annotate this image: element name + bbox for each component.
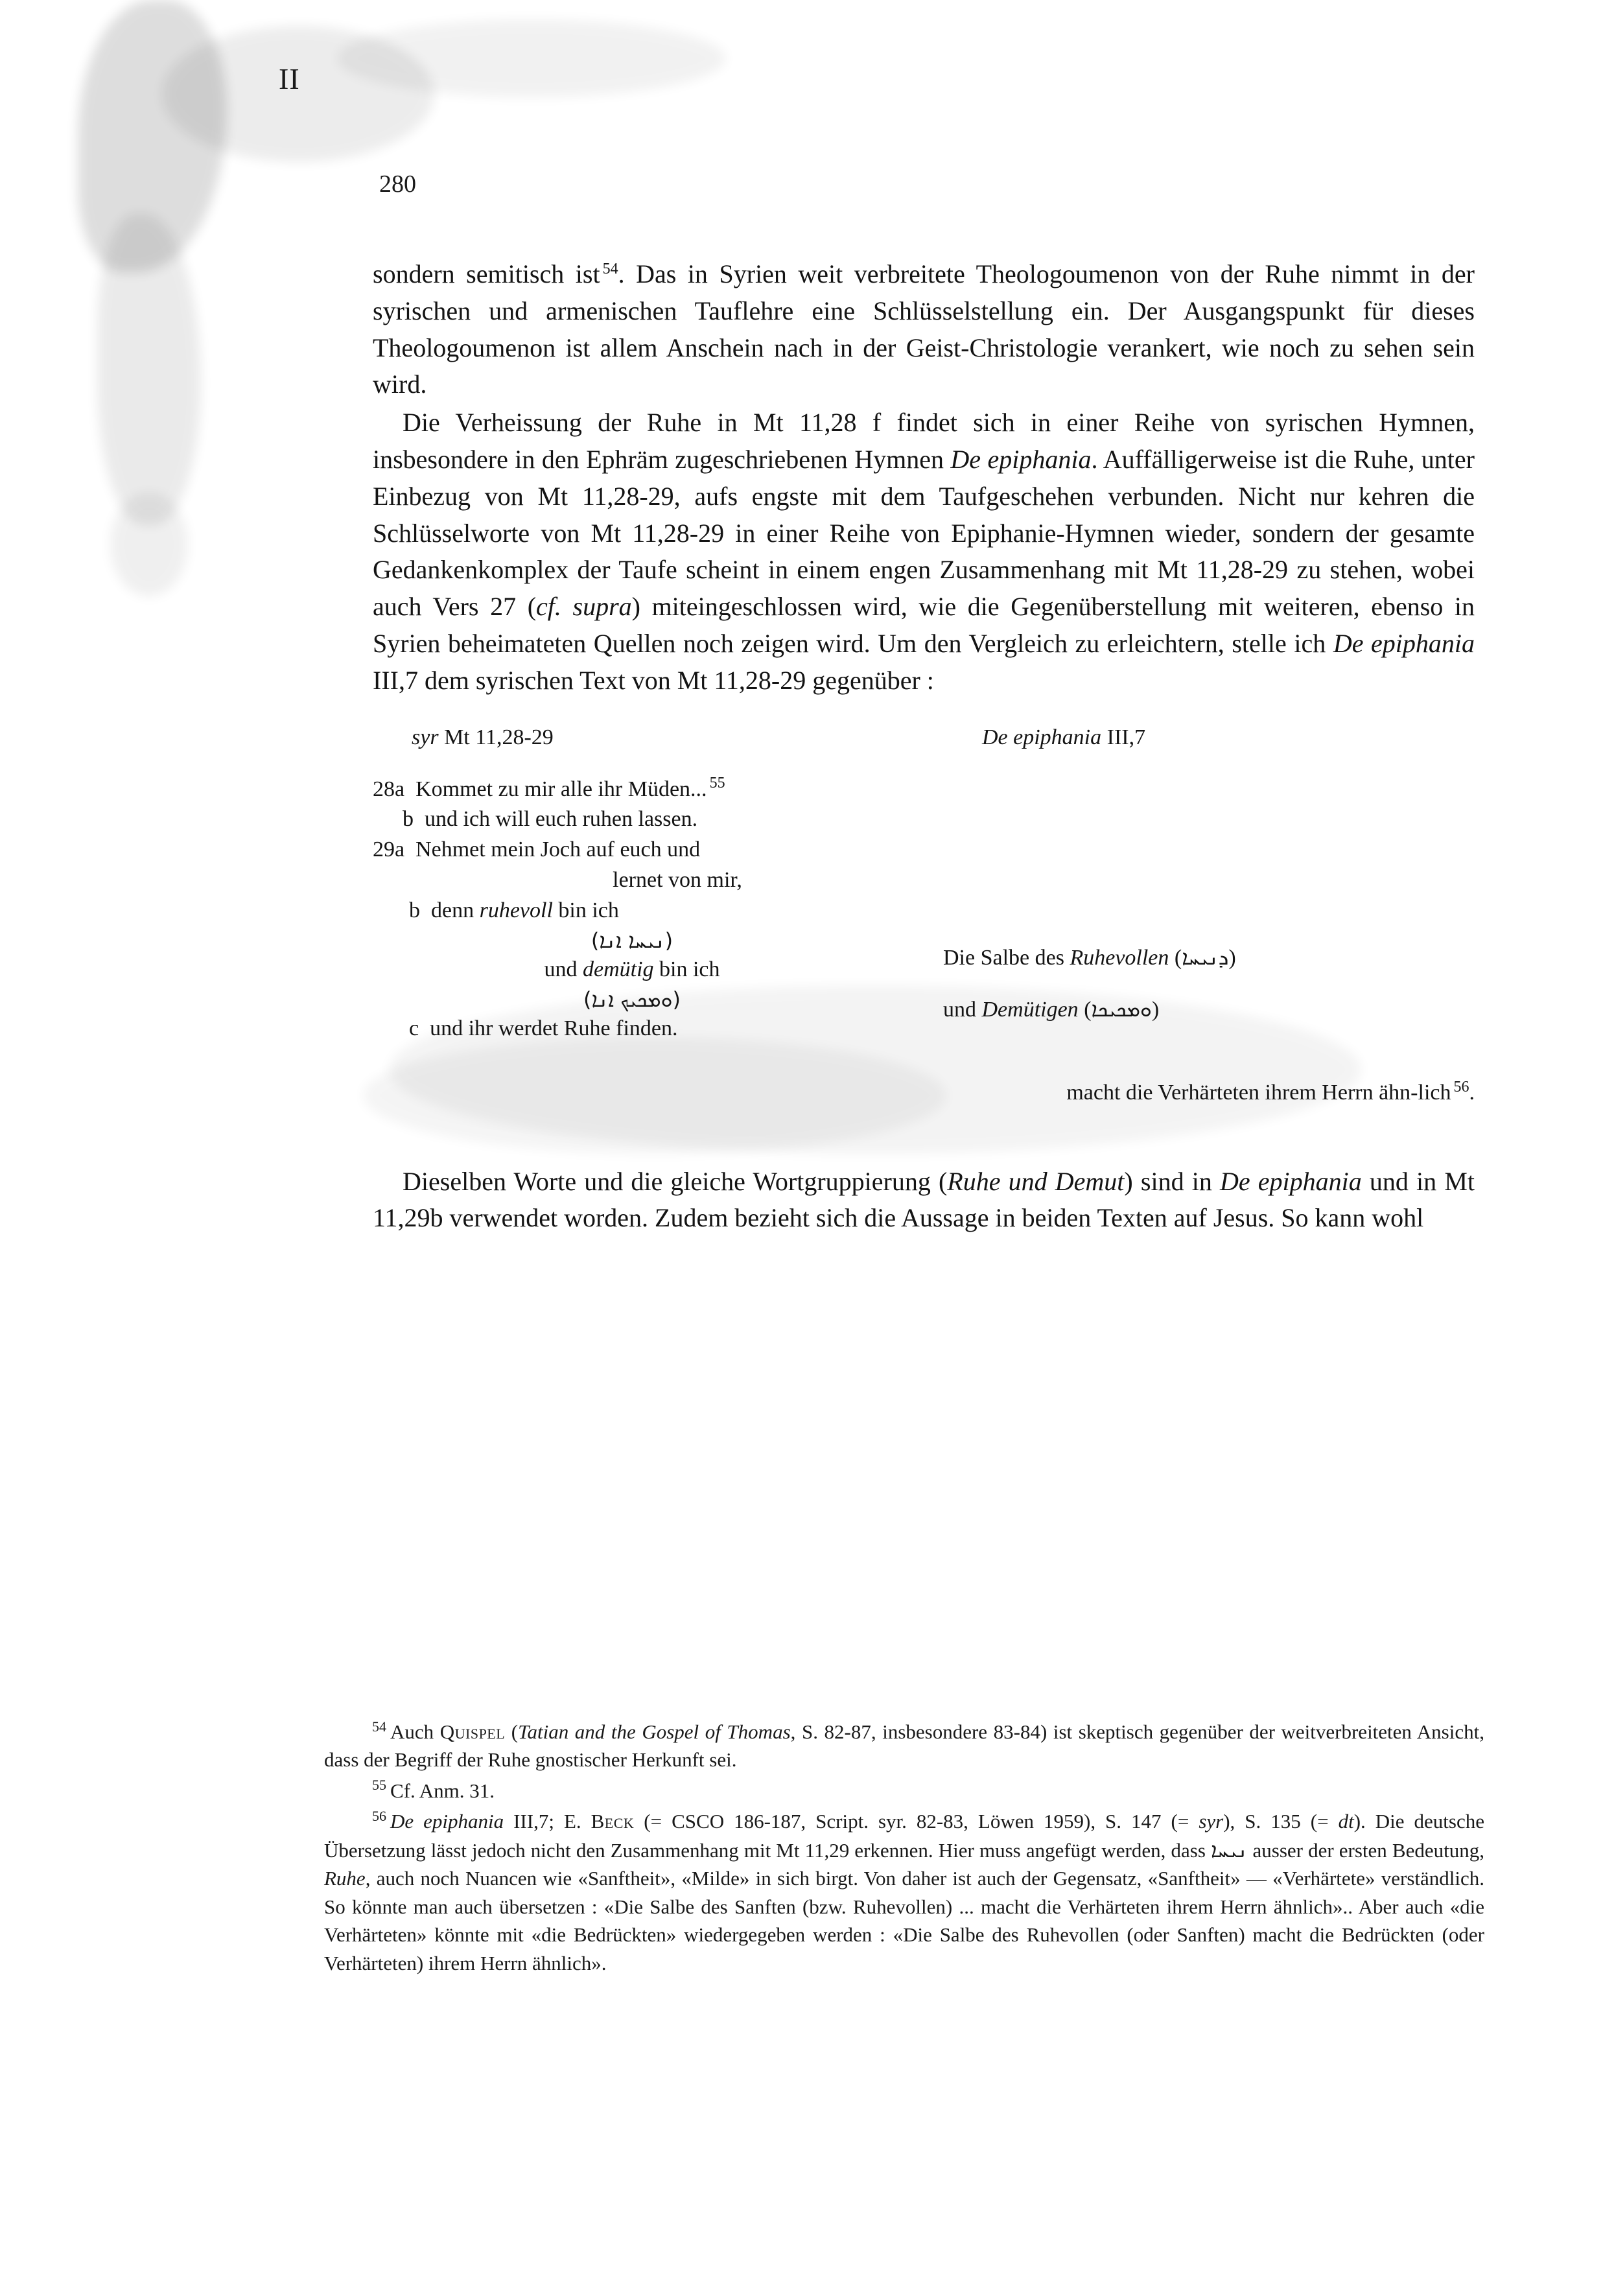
paragraph-2 — [373, 404, 1475, 699]
footnote-seg: , auch noch Nuancen wie «Sanftheit», «Milde» in sich birgt. Von daher ist auch der Gegensatz, «Sanftheit» — «Verhärtete» verständlich. So könnte man auch übersetzen : «Die Salbe des Sanften (bzw. Ruhevollen) ... macht die Verhärteten ihrem Herrn ähnlich».. Aber auch «die Verhärteten» könnte mit «die Bedrückten» wiedergegeben werden : «Die Salbe des Ruhevollen (oder Sanften) macht die Bedrückten (oder Verhärteten) ihrem Herrn ähnlich». — [324, 1867, 1484, 1974]
footnote-seg-smallcaps: Quispel — [439, 1720, 506, 1743]
footnote-seg-italic: Tatian and the Gospel of Thomas — [518, 1720, 791, 1743]
verse-text: und ich will euch ruhen lassen. — [425, 807, 698, 832]
scan-smudge — [337, 19, 726, 97]
paragraph-1 — [373, 256, 1475, 403]
paragraph-2-i2: cf. supra — [536, 592, 632, 622]
syriac-inline: ܘܡܟܝܟܐ — [1091, 997, 1152, 1022]
parallel-headings — [373, 723, 1475, 753]
verse-label: c — [409, 1016, 419, 1041]
footnote-seg: ). Die deutsche Übersetzung lässt jedoch nicht den Zusammenhang mit Mt 11,29 erkennen. Hier muss angefügt werden, dass — [324, 1810, 1484, 1862]
verse-line — [373, 775, 891, 805]
right-line — [943, 943, 1475, 974]
footnote-seg: ), S. 135 (= — [1223, 1810, 1339, 1833]
footnote-seg: ausser der ersten Bedeutung, — [1247, 1838, 1484, 1862]
right-text-pre: Die Salbe des — [943, 945, 1070, 970]
footnote-55 — [324, 1777, 1484, 1805]
paragraph-3-t2: ) sind in — [1124, 1166, 1220, 1196]
left-column-heading — [412, 723, 865, 753]
scan-smudge — [78, 0, 227, 272]
footnote-seg-italic: Ruhe — [324, 1867, 366, 1890]
verse-line — [373, 835, 891, 865]
verse-line — [373, 955, 891, 985]
right-line — [943, 995, 1475, 1025]
verse-line — [373, 804, 891, 835]
verse-text: und ihr werdet Ruhe finden. — [430, 1016, 678, 1041]
paragraph-3-t3: und in Mt 11,29b verwendet worden. Zudem bezieht sich die Aussage in beiden Texten auf Jesus. So kann wohl — [373, 1166, 1475, 1233]
footnote-seg: , S. 82-87, insbesondere 83-84) ist skeptisch gegenüber der weitverbreiteten Ansicht, dass der Begriff der Ruhe gnostischer Herkunft sei. — [324, 1720, 1484, 1772]
page-body — [373, 256, 1475, 1237]
paragraph-1-text-b: . Das in Syrien weit verbreitete Theologoumenon von der Ruhe nimmt in der syrischen und armenischen Tauflehre eine Schlüsselstellung ein. Der Ausgangspunkt für dieses Theologoumenon ist allem Anschein nach in der Geist-Christologie verankert, wie noch zu sehen sein wird. — [373, 259, 1475, 399]
footnotes-block — [324, 1718, 1484, 1980]
verse-line — [373, 1014, 891, 1044]
right-text-post: ( — [1078, 998, 1092, 1022]
paragraph-2-i1: De epiphania — [950, 444, 1092, 474]
footnote-ref-55: 55 — [709, 775, 725, 792]
verse-text-post: bin ich — [653, 957, 720, 982]
verse-label: b — [403, 807, 414, 832]
footnote-seg-italic: syr — [1199, 1810, 1224, 1833]
paragraph-2-i3: De epiphania — [1333, 628, 1475, 658]
right-text-end: ) — [1228, 945, 1236, 970]
right-italic: Ruhevollen — [1070, 945, 1169, 970]
syriac-inline: ܕܢܝܚܐ — [1182, 944, 1229, 970]
right-column-heading — [982, 723, 1475, 753]
right-text-pre: und — [943, 998, 982, 1022]
right-text-end: ) — [1151, 998, 1160, 1022]
verse-line — [373, 896, 891, 926]
footnote-number: 56 — [372, 1807, 386, 1824]
footnote-seg: (= CSCO 186-187, Script. syr. 82-83, Löwen 1959), S. 147 (= — [634, 1810, 1199, 1833]
right-column-verses — [943, 775, 1475, 1130]
right-heading-italic: De epiphania — [982, 725, 1102, 749]
verse-italic: demütig — [582, 957, 654, 982]
paragraph-3-t1: Dieselben Worte und die gleiche Wortgruppierung ( — [403, 1166, 948, 1196]
parallel-text-block — [373, 723, 1475, 1138]
paragraph-1-text-a: sondern semitisch ist — [373, 259, 600, 288]
footnote-seg-smallcaps: Beck — [591, 1810, 635, 1833]
verse-text-post: bin ich — [552, 898, 619, 923]
paragraph-2-t2: . Auffälligerweise ist die Ruhe, unter Einbezug von Mt 11,28-29, aufs engste mit dem Taufgeschehen verbunden. Nicht nur kehren die Schlüsselworte von Mt 11,28-29 in einer Reihe von Epiphanie-Hymnen wieder, sondern der gesamte Gedankenkomplex der Taufe scheint in einem engen Zusammenhang mit Mt 11,28-29 zu stehen, wobei auch Vers 27 ( — [373, 444, 1475, 622]
page-number: 280 — [379, 170, 416, 198]
right-tail-text: macht die Verhärteten ihrem Herrn ähn-lich — [1066, 1081, 1451, 1105]
footnote-number: 55 — [372, 1777, 386, 1794]
scan-smudge — [110, 493, 188, 596]
left-heading-rest: Mt 11,28-29 — [438, 725, 554, 749]
verse-label: 28a — [373, 777, 405, 801]
footnote-seg: Cf. Anm. 31. — [390, 1779, 495, 1802]
paragraph-3 — [373, 1164, 1475, 1237]
left-heading-italic: syr — [412, 725, 439, 749]
syriac-line: (ܘܡܟܝܟ ܐܢܐ) — [583, 987, 681, 1013]
right-heading-rest: III,7 — [1101, 725, 1146, 749]
syriac-inline: ܢܝܚܐ — [1211, 1837, 1248, 1862]
footnote-seg: III,7; E. — [504, 1810, 591, 1833]
verse-line — [373, 865, 891, 896]
paragraph-2-t4: III,7 dem syrischen Text von Mt 11,28-29 gegenüber : — [373, 665, 934, 695]
verse-label: 29a — [373, 838, 405, 862]
folio-mark: II — [279, 62, 300, 95]
verse-text: Nehmet mein Joch auf euch und — [415, 838, 701, 862]
verse-text-pre: und — [544, 957, 583, 982]
verse-text: lernet von mir, — [613, 868, 742, 893]
footnote-54 — [324, 1718, 1484, 1774]
paragraph-3-i2: De epiphania — [1219, 1166, 1362, 1196]
verse-text: Kommet zu mir alle ihr Müden... — [415, 777, 707, 801]
footnote-seg-italic: De epiphania — [390, 1810, 504, 1833]
paragraph-2-t1: Die Verheissung der Ruhe in Mt 11,28 f findet sich in einer Reihe von syrischen Hymnen, insbesondere in den Ephräm zugeschriebenen Hymnen — [373, 408, 1475, 474]
verse-label: b — [409, 898, 420, 923]
right-text-post: ( — [1169, 945, 1182, 970]
verse-italic: ruhevoll — [479, 898, 553, 923]
footnote-seg: ( — [505, 1720, 519, 1743]
footnote-ref-56: 56 — [1453, 1079, 1469, 1096]
right-tail-line: macht die Verhärteten ihrem Herrn ähn-lich $^{56}$. — [1066, 1079, 1475, 1105]
syriac-line: (ܢܝܚܐ ܐܢܐ) — [591, 928, 673, 954]
footnote-56 — [324, 1807, 1484, 1977]
footnote-number: 54 — [372, 1718, 386, 1735]
footnote-seg-italic: dt — [1338, 1810, 1354, 1833]
scan-smudge — [97, 214, 201, 525]
footnote-ref-54: 54 — [602, 260, 618, 277]
left-column-verses — [373, 775, 891, 1045]
right-italic: Demütigen — [981, 998, 1079, 1022]
paragraph-2-t3: ) miteingeschlossen wird, wie die Gegenüberstellung mit weiteren, ebenso in Syrien beheimateten Quellen noch zeigen wird. Um den Vergleich zu erleichtern, stelle ich — [373, 592, 1475, 658]
paragraph-3-i1: Ruhe und Demut — [947, 1166, 1125, 1196]
footnote-seg: Auch — [390, 1720, 440, 1743]
verse-text-pre: denn — [431, 898, 480, 923]
